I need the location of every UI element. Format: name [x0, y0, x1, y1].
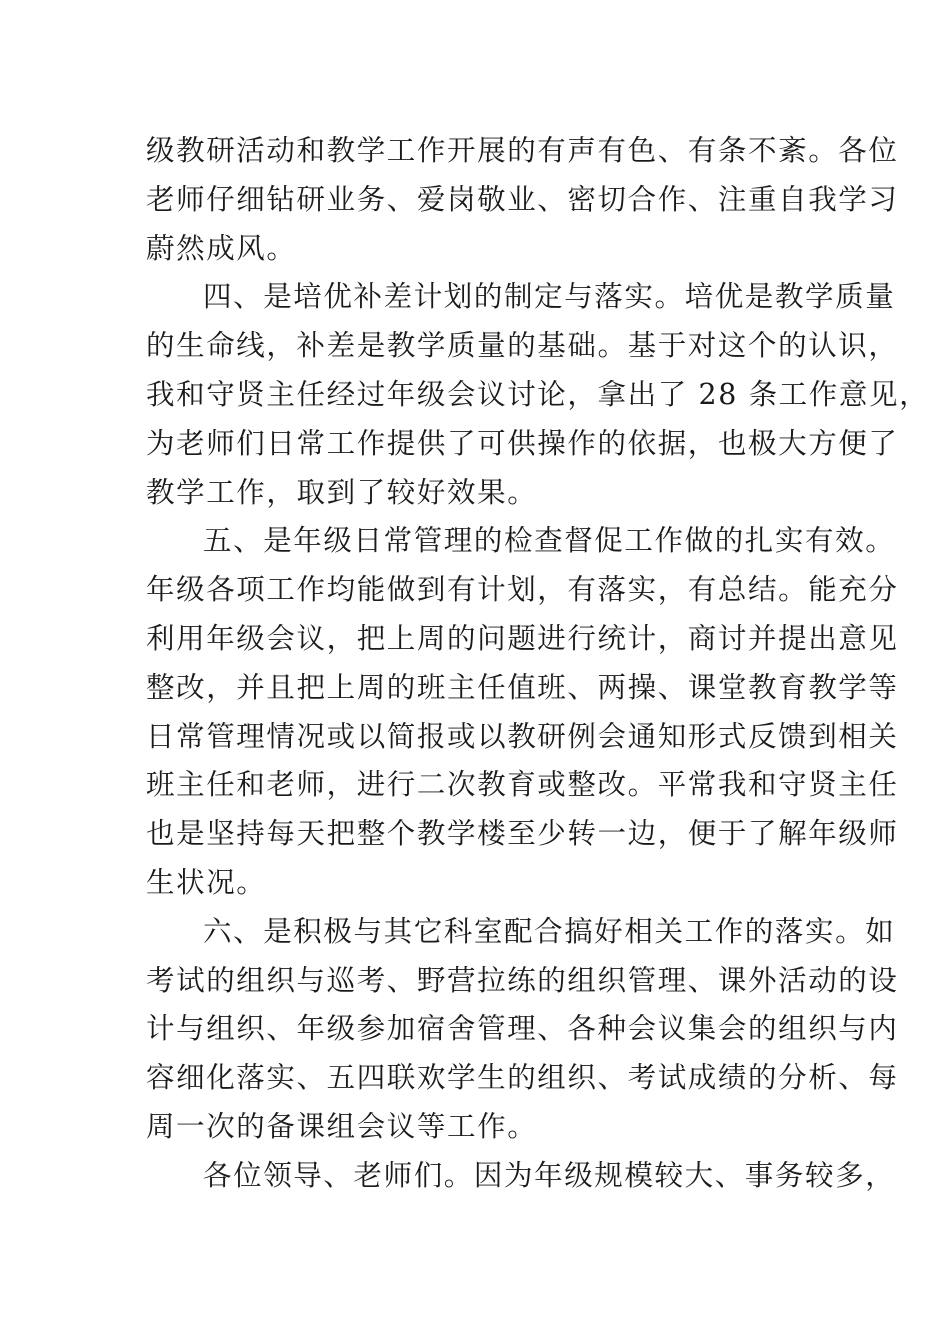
text-line: 蔚然成风。: [146, 231, 297, 265]
text-line: 六、是积极与其它科室配合搞好相关工作的落实。如: [203, 914, 896, 948]
text-line: 周一次的备课组会议等工作。: [146, 1109, 538, 1143]
text-line: 考试的组织与巡考、野营拉练的组织管理、课外活动的设: [146, 963, 899, 997]
text-line: 我和守贤主任经过年级会议讨论，拿出了 28 条工作意见，: [146, 377, 930, 411]
text-line: 的生命线，补差是教学质量的基础。基于对这个的认识，: [146, 329, 899, 363]
paragraph-1: [146, 127, 899, 273]
text-line: 为老师们日常工作提供了可供操作的依据，也极大方便了: [146, 426, 899, 460]
text-line: 年级各项工作均能做到有计划，有落实，有总结。能充分: [146, 573, 899, 607]
document-body: [146, 127, 930, 1201]
text-line: 班主任和老师，进行二次教育或整改。平常我和守贤主任: [146, 768, 899, 802]
text-line: 容细化落实、五四联欢学生的组织、考试成绩的分析、每: [146, 1061, 899, 1095]
paragraph-2: [146, 273, 930, 517]
text-line: 计与组织、年级参加宿舍管理、各种会议集会的组织与内: [146, 1012, 899, 1046]
text-line: 四、是培优补差计划的制定与落实。培优是教学质量: [203, 280, 896, 314]
text-line: 五、是年级日常管理的检查督促工作做的扎实有效。: [203, 524, 896, 558]
text-line: 老师仔细钻研业务、爱岗敬业、密切合作、注重自我学习: [146, 182, 899, 216]
text-line: 利用年级会议，把上周的问题进行统计，商讨并提出意见: [146, 621, 899, 655]
text-line: 生状况。: [146, 865, 267, 899]
text-line: 教学工作，取到了较好效果。: [146, 475, 538, 509]
paragraph-5: [146, 1152, 896, 1201]
text-line: 级教研活动和教学工作开展的有声有色、有条不紊。各位: [146, 134, 899, 167]
text-line: 也是坚持每天把整个教学楼至少转一边，便于了解年级师: [146, 817, 899, 851]
text-line: 日常管理情况或以简报或以教研例会通知形式反馈到相关: [146, 719, 899, 753]
text-line: 整改，并且把上周的班主任值班、两操、课堂教育教学等: [146, 670, 899, 704]
text-line: 各位领导、老师们。因为年级规模较大、事务较多，: [203, 1158, 896, 1192]
paragraph-3: [146, 517, 899, 907]
paragraph-4: [146, 908, 899, 1152]
